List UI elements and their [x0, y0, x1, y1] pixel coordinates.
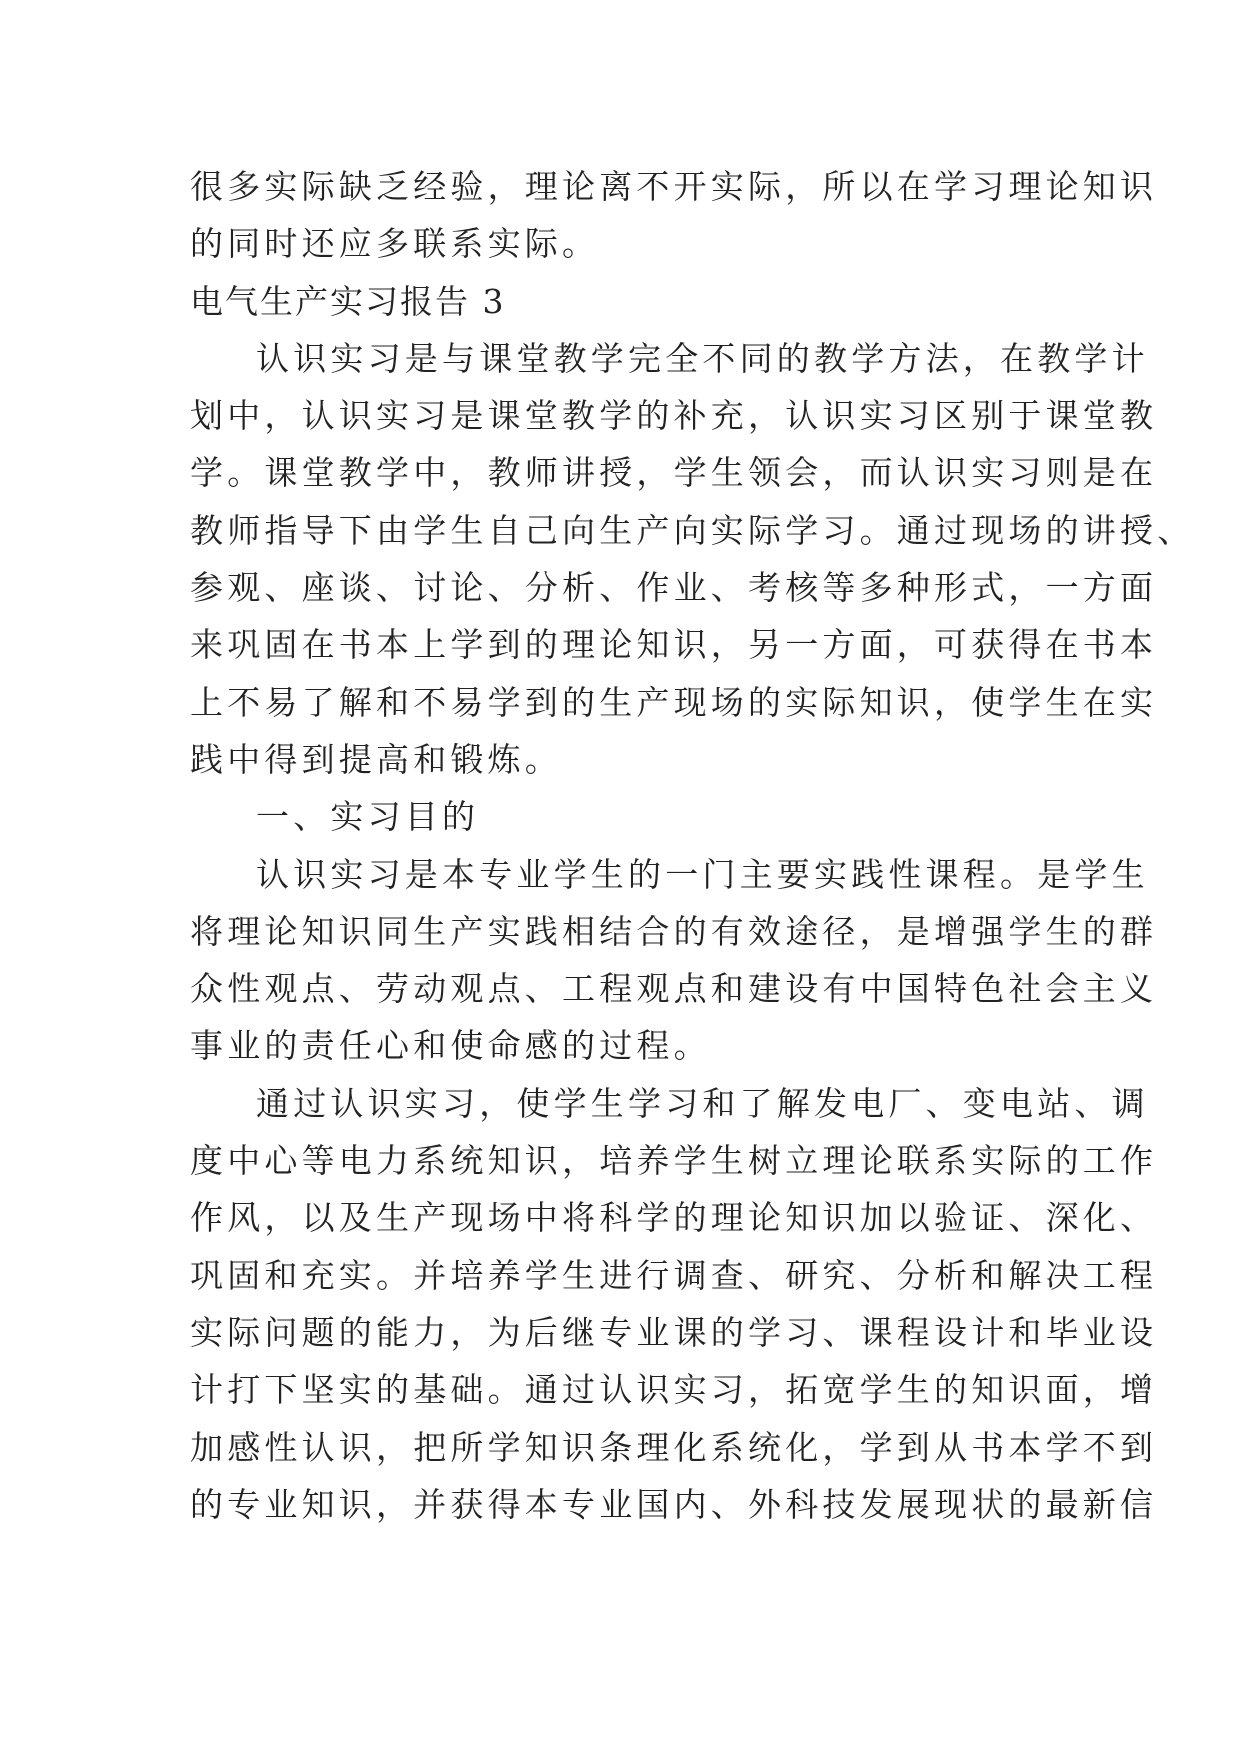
paragraph-line: 认识实习是本专业学生的一门主要实践性课程。是学生 — [256, 854, 1149, 894]
paragraph-line: 作风，以及生产现场中将科学的理论知识加以验证、深化、 — [190, 1198, 1158, 1238]
paragraph-line: 度中心等电力系统知识，培养学生树立理论联系实际的工作 — [190, 1141, 1158, 1181]
paragraph-line: 众性观点、劳动观点、工程观点和建设有中国特色社会主义 — [190, 969, 1158, 1009]
paragraph-line: 教师指导下由学生自己向生产向实际学习。通过现场的讲授、 — [190, 510, 1195, 550]
paragraph-line: 计打下坚实的基础。通过认识实习，拓宽学生的知识面，增 — [190, 1370, 1158, 1410]
paragraph-line: 很多实际缺乏经验，理论离不开实际，所以在学习理论知识 — [190, 167, 1158, 206]
paragraph-line: 来巩固在书本上学到的理论知识，另一方面，可获得在书本 — [190, 625, 1158, 665]
paragraph-line: 加感性认识，把所学知识条理化系统化，学到从书本学不到 — [190, 1427, 1158, 1467]
paragraph-line: 践中得到提高和锻炼。 — [190, 739, 562, 779]
document-body — [190, 158, 1195, 1533]
paragraph-line: 认识实习是与课堂教学完全不同的教学方法，在教学计 — [256, 338, 1149, 378]
section-title: 电气生产实习报告 3 — [190, 281, 506, 321]
paragraph-line: 将理论知识同生产实践相结合的有效途径，是增强学生的群 — [190, 911, 1158, 951]
paragraph-line: 划中，认识实习是课堂教学的补充，认识实习区别于课堂教 — [190, 396, 1158, 436]
paragraph-line: 学。课堂教学中，教师讲授，学生领会，而认识实习则是在 — [190, 453, 1158, 493]
paragraph-line: 巩固和充实。并培养学生进行调查、研究、分析和解决工程 — [190, 1255, 1158, 1295]
paragraph-line: 事业的责任心和使命感的过程。 — [190, 1026, 711, 1066]
paragraph-line: 实际问题的能力，为后继专业课的学习、课程设计和毕业设 — [190, 1312, 1158, 1352]
paragraph-line: 的专业知识，并获得本专业国内、外科技发展现状的最新信 — [190, 1484, 1158, 1524]
paragraph-line: 的同时还应多联系实际。 — [190, 224, 600, 264]
paragraph-line: 参观、座谈、讨论、分析、作业、考核等多种形式，一方面 — [190, 568, 1158, 608]
subsection-heading: 一、实习目的 — [256, 797, 480, 837]
paragraph-line: 通过认识实习，使学生学习和了解发电厂、变电站、调 — [256, 1083, 1149, 1123]
paragraph-line: 上不易了解和不易学到的生产现场的实际知识，使学生在实 — [190, 682, 1158, 722]
